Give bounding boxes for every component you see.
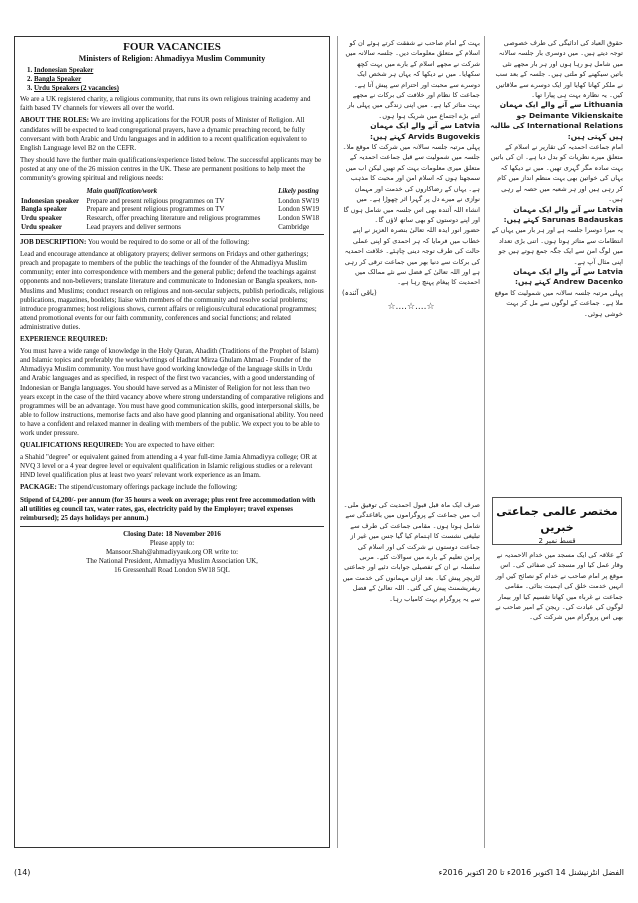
urdu-subheading: Lithuania سے آنے والے ایک مہمان Deimante Vikienskaite جو International Relations کی طالبہ ہیں کہتی ہیں: bbox=[490, 100, 623, 141]
table-header bbox=[20, 186, 86, 197]
about-roles-text: We are inviting applications for the FOUR posts of Minister of Religion. All candidates will be expected to lead congregational prayers, have a dynamic preaching record, be fully conversant with both Arabic and Urdu languages and in addition to a recent qualification equivalent to English Language level B2 on the CEFR. bbox=[20, 116, 307, 152]
urdu-paragraph: حضور انور ایدہ اللہ تعالیٰ بنصرہ العزیز نے اپنے خطاب میں فرمایا کہ ہر احمدی کو اپنی عملی حالت کی طرف توجہ دینی چاہئے۔ خلافت احمدیہ کی برکات سے دنیا بھر میں جماعت ترقی کر رہی ہے اور اللہ تعالیٰ کے فضل سے نئے ممالک میں احمدیت کا پیغام پہنچ رہا ہے۔ bbox=[344, 226, 480, 287]
news-section-header bbox=[492, 497, 622, 545]
table-row bbox=[20, 197, 324, 206]
qualifications-label: QUALIFICATIONS REQUIRED: bbox=[20, 441, 124, 450]
posting-cell: London SW19 bbox=[278, 205, 320, 214]
role-cell: Bangla speaker bbox=[21, 205, 68, 214]
work-cell: Prepare and present religious programmes on TV bbox=[86, 205, 225, 214]
urdu-paragraph: حقوق العباد کی ادائیگی کی طرف خصوصی توجہ دیتے ہیں۔ میں دوسری بار جلسہ سالانہ میں شامل ہو رہا ہوں اور ہر بار مجھے نئی باتیں سیکھنے کو ملتی ہیں۔ جلسہ کے بعد سب نے ملکر کھانا کھایا اور ایک دوسرے سے ملاقاتیں کیں۔ یہ نظارہ بہت ہی پیارا تھا۔ bbox=[495, 39, 623, 100]
qualification-text: They should have the further main qualifications/experience listed below. The successful applicants may be posted at any one of the 26 mission centres in the UK. These are permanent positions to help meet the community's growing spiritual and religious needs: bbox=[20, 155, 322, 183]
urdu-column-middle bbox=[342, 38, 480, 493]
masthead-date: الفضل انٹرنیشنل 14 اکتوبر 2016ء تا 20 اکتوبر 2016ء bbox=[438, 868, 624, 877]
column-rule bbox=[337, 36, 338, 848]
position-item: 1. Indonesian Speaker bbox=[34, 66, 324, 75]
job-description bbox=[20, 238, 324, 247]
table-header: Main qualification/work bbox=[86, 187, 158, 196]
qualifications-intro: You are expected to have either: bbox=[124, 441, 215, 450]
vacancy-advert bbox=[14, 36, 330, 848]
urdu-subheading: Latvia سے آنے والے ایک مہمان Andrew Dacenko کہتے ہیں: bbox=[513, 266, 623, 287]
role-cell: Indonesian speaker bbox=[21, 196, 80, 205]
package-text: Stipend of £4,200/- per annum (for 35 hours a week on average; plus rent free accommodation with all utilities eg council tax, water rates, gas, electricity paid by the Employer; travel expenses reimbursed); 25 days holidays per annum.) bbox=[20, 495, 316, 522]
urdu-paragraph: صرف ایک ماہ قبل قبول احمدیت کی توفیق ملی۔ اب میں جماعت کے پروگراموں میں باقاعدگی سے شامل ہوتا ہوں۔ مقامی جماعت کی طرف سے تبلیغی نشست کا اہتمام کیا گیا جس میں غیر از جماعت دوستوں نے شرکت کی اور اسلام کی پرامن تعلیم کے بارے میں سوالات کئے۔ مربی سلسلہ نے ان کے تفصیلی جوابات دئیے اور جماعتی لٹریچر پیش کیا۔ بعد ازاں مہمانوں کی خدمت میں ریفریشمنٹ پیش کی گئی۔ اللہ تعالیٰ کے فضل سے یہ پروگرام بہت کامیاب رہا۔ bbox=[342, 501, 480, 603]
urdu-subheading: Latvia سے آنے والے ایک مہمان Arvids Bugovekis کہتے ہیں: bbox=[370, 121, 480, 141]
positions-list bbox=[20, 66, 324, 93]
package bbox=[20, 483, 324, 492]
package-label: PACKAGE: bbox=[20, 483, 57, 492]
divider bbox=[20, 234, 324, 235]
about-roles-label: ABOUT THE ROLES: bbox=[20, 116, 89, 125]
posting-cell: Cambridge bbox=[278, 222, 310, 231]
urdu-subheading: Latvia سے آنے والے ایک مہمان Sarunas Badauskas کہتے ہیں: bbox=[503, 204, 623, 224]
advert-subtitle: Ministers of Religion: Ahmadiyya Muslim Community bbox=[78, 54, 266, 63]
urdu-paragraph: پہلی مرتبہ جلسہ سالانہ میں شمولیت کا موقع ملا ہے۔ جماعت کے لوگوں سے مل کر بہت خوشی ہوئی۔ bbox=[494, 288, 623, 318]
urdu-column-right bbox=[489, 38, 623, 493]
section-separator: ☆....☆....☆ bbox=[387, 302, 435, 313]
news-section-subtitle: قسط نمبر 2 bbox=[538, 537, 576, 545]
page-footer bbox=[14, 868, 624, 882]
job-text: Lead and encourage attendance at obligatory prayers; deliver sermons on Fridays and other gatherings; preach and propagate to members of the public the teachings of the founder of the Ahmadiyya Muslim community; enter into correspondence with members and the general public; defend the teachings against opponents and non-believers; translate literature and communicate to Indonesian or Bangla speakers, non-Muslims and Muslims; conduct research on religious and non-secular subjects, publish periodicals, religious publications, magazines, booklets; liaise with members of the community and resolve social problems; introduce programmes; host religious shows, current affairs or religious/cultural educational programmes; attend promotional events for our faith community, conferences and social functions; and related administrative duties. bbox=[20, 250, 324, 331]
urdu-column-right-lower bbox=[489, 550, 623, 848]
advert-intro: We are a UK registered charity, a religious community, that runs its own religious training academy and faith based TV channels for viewers all over the world. bbox=[20, 95, 311, 113]
closing-date: Closing Date: 18 November 2016 bbox=[123, 529, 221, 538]
page-number: (14) bbox=[14, 868, 31, 877]
urdu-column-middle-lower bbox=[342, 500, 480, 848]
job-intro: You would be required to do some or all of the following: bbox=[87, 238, 250, 247]
closing-block bbox=[20, 530, 324, 575]
job-label: JOB DESCRIPTION: bbox=[20, 238, 87, 247]
package-intro: The stipend/customary offerings package include the following: bbox=[58, 483, 238, 492]
table-row bbox=[20, 214, 324, 223]
table-row bbox=[20, 205, 324, 214]
news-section-title: مختصر عالمی جماعتی خبریں bbox=[496, 505, 618, 534]
experience-label: EXPERIENCE REQUIRED: bbox=[20, 335, 108, 344]
divider bbox=[20, 526, 324, 527]
qualifications-text: a Shahid "degree" or equivalent gained from attending a 4 year full-time Jamia Ahmadiyya college; OR at NVQ 3 level or a 4 year degree level or equivalent qualification in Islamic religious studies or a relevant HND level qualification plus at least two years' relevant work experience as an Imam. bbox=[20, 453, 317, 480]
experience-text: You must have a wide range of knowledge in the Holy Quran, Ahadith (Traditions of the Prophet of Islam) and Islamic topics and preferably the works/writings of Hadhrat Mirza Ghulam Ahmad - Founder of the Ahmadiyya Muslim community. You must have good working knowledge of the language skills in Urdu and Arabic languages and as specified, in respect of the first two vacancies, with a good understanding of Indonesian or Bangla languages. You should have served as a Minister of Religion for not less than two years except in the case of the third vacancy above where strong understanding of comparative religions and programmes will be an advantage. You must have good communication skills, good interpersonal skills, be able to follow instructions, memorise facts and also have good planning and organisational ability. You need to have a confident and relaxed manner in dealing with members of the public. We expect you to be able to work under pressure. bbox=[20, 347, 324, 437]
contact-org: The National President, Ahmadiyya Muslim Association UK, bbox=[86, 557, 258, 566]
urdu-paragraph: یہ میرا دوسرا جلسہ ہے اور ہر بار میں یہاں کے انتظامات سے متاثر ہوتا ہوں۔ اتنی بڑی تعداد میں لوگ امن سے ایک جگہ جمع ہوتے ہیں جو اپنی مثال آپ ہے۔ bbox=[491, 226, 623, 266]
continued-note: (باقی آئندہ) bbox=[342, 288, 377, 297]
roles-table bbox=[20, 186, 324, 231]
posting-cell: London SW19 bbox=[278, 196, 320, 205]
column-rule bbox=[484, 36, 485, 848]
work-cell: Prepare and present religious programmes on TV bbox=[86, 196, 225, 205]
urdu-paragraph: کے علاقہ کی ایک مسجد میں خدام الاحمدیہ نے وقار عمل کیا اور مسجد کی صفائی کی۔ اس موقع پر امام صاحب نے خدام کو نصائح کیں اور انہیں خدمت خلق کی اہمیت بتائی۔ مقامی جماعت نے غرباء میں کھانا تقسیم کیا اور بیمار لوگوں کی عیادت کی۔ ریجن کے امیر صاحب نے بھی اس پروگرام میں شرکت کی۔ bbox=[495, 551, 623, 622]
qualifications-required bbox=[20, 441, 324, 450]
posting-cell: London SW18 bbox=[278, 213, 320, 222]
role-cell: Urdu speaker bbox=[21, 222, 63, 231]
urdu-paragraph: بہت کے امام صاحب نے شفقت کرتے ہوئے ان کو اسلام کے متعلق معلومات دیں۔ جلسہ سالانہ میں شرکت نے مجھے اسلام کے بارے میں بہت کچھ سکھایا۔ میں نے دیکھا کہ یہاں ہر شخص ایک دوسرے سے محبت اور احترام سے پیش آتا ہے۔ جماعت کا نظام اور خلافت کی برکات نے مجھے بہت متاثر کیا ہے۔ میں اپنی زندگی میں پہلی بار اتنے بڑے اجتماع میں شریک ہوا ہوں۔ bbox=[345, 39, 480, 120]
urdu-paragraph: پہلی مرتبہ جلسہ سالانہ میں شرکت کا موقع ملا۔ جلسہ میں شمولیت سے قبل جماعت احمدیہ کے متعلق میری معلومات بہت کم تھیں لیکن اب میں سمجھتا ہوں کہ اسلام امن اور محبت کا مذہب ہے۔ یہاں کے رضاکاروں کی خدمت اور مہمان نوازی نے میرے دل پر گہرا اثر چھوڑا ہے۔ میں انشاء اللہ آئندہ بھی اس جلسہ میں شامل ہوں گا اور اپنے دوستوں کو بھی ساتھ لاؤں گا۔ bbox=[342, 143, 480, 224]
contact-email[interactable]: Mansoor.Shah@ahmadiyyauk.org OR write to: bbox=[105, 548, 239, 556]
work-cell: Lead prayers and deliver sermons bbox=[86, 222, 181, 231]
advert-title: FOUR VACANCIES bbox=[123, 41, 221, 53]
apply-line: Please apply to: bbox=[149, 538, 195, 547]
about-roles bbox=[20, 116, 324, 152]
contact-address: 16 Gressenhall Road London SW18 5QL bbox=[114, 566, 230, 575]
urdu-paragraph: امام جماعت احمدیہ کی تقاریر نے اسلام کے متعلق میرے نظریات کو بدل دیا ہے۔ ان کی باتیں بہت سادہ مگر گہری تھیں۔ میں نے دیکھا کہ یہاں کی خواتین بھی بہت منظم انداز میں کام کر رہی ہیں اور ہر شعبہ میں حصہ لے رہی ہیں۔ bbox=[490, 143, 623, 204]
table-row bbox=[20, 223, 324, 232]
position-item: 3. Urdu Speakers (2 vacancies) bbox=[34, 84, 324, 93]
table-header: Likely posting bbox=[278, 187, 319, 196]
work-cell: Research, offer preaching literature and religious programmes bbox=[86, 213, 261, 222]
position-item: 2. Bangla Speaker bbox=[34, 75, 324, 84]
role-cell: Urdu speaker bbox=[21, 213, 63, 222]
